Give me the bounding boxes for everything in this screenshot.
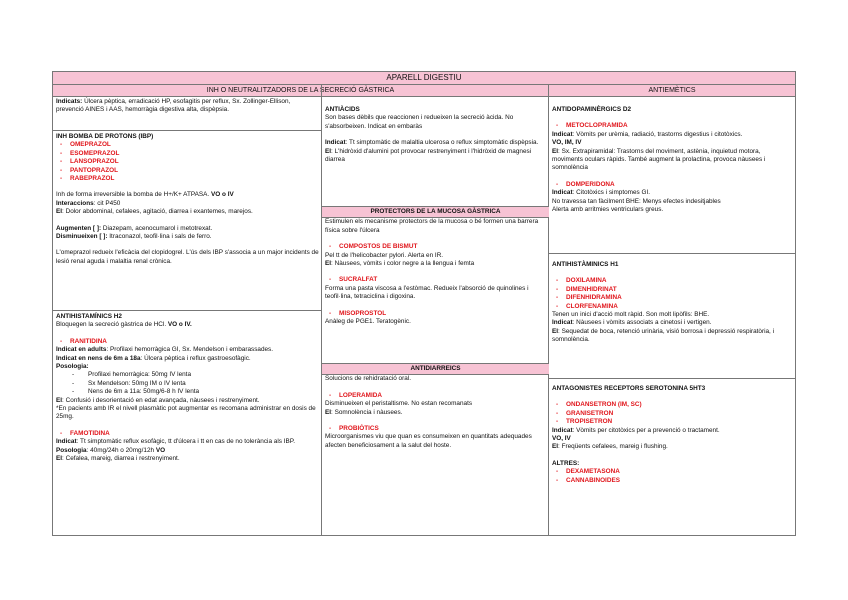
loperamida-ei bbox=[325, 409, 546, 417]
omeprazol-note: L'omeprazol redueix l'eficàcia del clopidogrel. L'ús dels IBP s'associa a un major incidents de lesió renal aguda i malaltia renal crònica. bbox=[56, 249, 319, 265]
domp-indication bbox=[552, 189, 792, 197]
text: : 40mg/24h o 20mg/12h bbox=[86, 446, 155, 454]
document-table bbox=[52, 71, 796, 536]
probiotics-text: Microorganismes viu que quan es consumeixen en quantitats adequades afecten beneficiosament a la salut del hoste. bbox=[325, 433, 532, 449]
5ht3-title: ANTAGONISTES RECEPTORS SEROTONINA 5HT3 bbox=[552, 385, 706, 392]
label: EI bbox=[56, 208, 63, 216]
label: Indicat bbox=[552, 130, 573, 138]
5ht3-ei bbox=[552, 443, 792, 451]
drug-item-bismut: - COMPOSTOS DE BISMUT bbox=[325, 243, 546, 251]
label: Indicat en adults bbox=[56, 346, 107, 354]
rani-adults bbox=[56, 346, 319, 354]
d2-section bbox=[552, 106, 792, 214]
text: : Nàusees i vòmits associats a cinetosi i vertigen. bbox=[572, 319, 712, 327]
text: : Nàusees, vòmits i color negre a la llengua i femta bbox=[331, 260, 475, 268]
header-gastric-secretion: INH O NEUTRALITZADORS DE LA SECRECIÓ GÀSTRICA bbox=[53, 85, 548, 97]
h1-title: ANTIHISTÀMINICS H1 bbox=[552, 261, 619, 268]
protectors-text: Estimulen els mecanisme protectors de la mucosa o bé formen una barrera física sobre l'úlcera bbox=[325, 218, 539, 234]
bismut-ei bbox=[325, 260, 546, 268]
antiacids-title: ANTIÀCIDS bbox=[325, 106, 360, 113]
text: : Tt simptomàtic reflux esofàgic, tt d'úlcera i tt en cas de no tolerància als IBP. bbox=[76, 438, 295, 446]
divider-row bbox=[548, 378, 795, 379]
text: : L'hidròxid d'alumini pot provocar restrenyiment i l'hidròxid de magnesi diarrea bbox=[325, 147, 532, 164]
label: Indicat bbox=[552, 189, 573, 197]
ibp-augment bbox=[56, 225, 319, 233]
drug-item: - TROPISETRON bbox=[552, 418, 792, 426]
text: : Confusió i desorientació en edat avançada, nàusees i restrenyiment. bbox=[62, 396, 260, 404]
label: EI bbox=[325, 260, 332, 268]
drug-item: - RABEPRAZOL bbox=[56, 175, 319, 183]
drug-item-misoprostol: - MISOPROSTOL bbox=[325, 310, 546, 318]
famo-ei bbox=[56, 455, 319, 463]
antidiarrheal-text: Solucions de rehidratació oral. bbox=[325, 375, 411, 383]
domp-bhe: No travessa tan fàcilment BHE: Menys efectes indesitjables bbox=[552, 197, 721, 205]
label: EI bbox=[552, 147, 559, 155]
text: : Tt simptomàtic de malaltia ulcerosa o reflux simptomàtic dispèpsia. bbox=[345, 139, 539, 147]
5ht3-indication bbox=[552, 427, 792, 435]
ibp-mechanism bbox=[56, 191, 319, 199]
text: Bloquegen la secreció gàstrica de HCl. bbox=[56, 321, 167, 329]
divider-col2 bbox=[548, 85, 549, 535]
h1-text: Tenen un inici d'acció molt ràpid. Son molt lipòfils: BHE. bbox=[552, 311, 710, 319]
route: VO bbox=[155, 446, 166, 454]
drug-item-probiotics: - PROBIÒTICS bbox=[325, 425, 546, 433]
drug-item: - DEXAMETASONA bbox=[552, 468, 792, 476]
famo-indication bbox=[56, 438, 319, 446]
h2-title: ANTIHISTAMÍNICS H2 bbox=[56, 313, 122, 320]
ibp-title: INH BOMBA DE PROTONS (IBP) bbox=[56, 133, 154, 140]
text: : Profilaxi hemorràgica GI, Sx. Mendelson i embarassades. bbox=[106, 346, 274, 354]
text: : Cefalea, mareig, diarrea i restrenyiment. bbox=[62, 455, 180, 463]
antiacids-ei bbox=[325, 148, 545, 165]
poso-item: - Profilaxi hemorràgica: 50mg IV lenta bbox=[56, 371, 319, 379]
5ht3-section bbox=[552, 385, 792, 485]
meto-ei bbox=[552, 148, 792, 173]
text: : Dolor abdominal, cefalees, agitació, diarrea i exantemes, marejos. bbox=[62, 208, 253, 216]
label: EI bbox=[325, 408, 332, 416]
text: : Sx. Extrapiramidal: Trastorns del moviment, astènia, inquietud motora, moviments oculars ràpids. També augment la prolactina, provoca nàusees i somnolència bbox=[552, 147, 766, 172]
header-antiemetics: ANTIEMÈTICS bbox=[549, 85, 795, 97]
text: : cit P450 bbox=[93, 199, 121, 207]
altres-title: ALTRES: bbox=[552, 459, 580, 467]
text: Itraconazol, teofil·lina i sals de ferro. bbox=[109, 233, 212, 241]
drug-item: - DOXILAMINA bbox=[552, 277, 792, 285]
meto-indication bbox=[552, 131, 792, 139]
label: Indicats: bbox=[56, 98, 83, 105]
label: Indicat bbox=[552, 426, 573, 434]
drug-item: - ONDANSETRON (IM, SC) bbox=[552, 401, 792, 409]
h1-ei bbox=[552, 328, 792, 345]
drug-item: - GRANISETRON bbox=[552, 410, 792, 418]
label: EI bbox=[552, 443, 559, 451]
drug-item: - PANTOPRAZOL bbox=[56, 167, 319, 175]
drug-item: - ESOMEPRAZOL bbox=[56, 150, 319, 158]
misoprostol-text: Anàleg de PGE1. Teratogènic. bbox=[325, 318, 411, 326]
text: Úlcera pèptica, erradicació HP, esofagitis per reflux, Sx. Zollinger-Ellison, prevenció AINES i AAS, hemorràgia digestiva alta, dispèpsia. bbox=[56, 98, 291, 114]
drug-item: - CLORFENAMINA bbox=[552, 303, 792, 311]
route: VO o IV. bbox=[167, 321, 192, 329]
sucralfat-text: Forma una pasta viscosa a l'estòmac. Redueix l'absorció de quinolines i teofil·lina, tetraciclina i digoxina. bbox=[325, 284, 529, 301]
text: : Vòmits per citotòxics per a prevenció o tractament. bbox=[572, 426, 720, 434]
meto-route: VO, IM, IV bbox=[552, 139, 582, 147]
h2-mechanism bbox=[56, 321, 319, 329]
5ht3-route: VO, IV bbox=[552, 435, 571, 443]
antidiarrheal-title: ANTIDIARREICS bbox=[322, 363, 549, 375]
d2-title: ANTIDOPAMINÈRGICS D2 bbox=[552, 106, 632, 113]
drug-item: - DIFENHIDRAMINA bbox=[552, 294, 792, 302]
poso-item: - Sx Mendelson: 50mg IM o IV lenta bbox=[56, 380, 319, 388]
label: Indicat bbox=[56, 438, 77, 446]
text: : Citotòxics i simptomes GI. bbox=[572, 189, 651, 197]
antiacids-indication bbox=[325, 139, 545, 147]
drug-item-domperidona: - DOMPERIDONA bbox=[552, 181, 792, 189]
drug-item-sucralfat: - SUCRALFAT bbox=[325, 276, 546, 284]
poso-label: Posologia: bbox=[56, 363, 89, 371]
label: Indicat bbox=[552, 319, 573, 327]
label: Posologia bbox=[56, 446, 87, 454]
label: Augmenten [ ]: bbox=[56, 224, 102, 232]
label: Indicat en nens de 6m a 18a bbox=[56, 354, 141, 362]
text: : Sequedat de boca, retenció urinària, visió borrosa i depressió respiratòria, i somnolència. bbox=[552, 327, 775, 344]
text: : Somnolència i nàusees. bbox=[331, 408, 403, 416]
protectors-section bbox=[325, 206, 546, 326]
label: EI bbox=[325, 147, 332, 155]
antiacids-section bbox=[325, 106, 545, 164]
h2-section bbox=[56, 313, 319, 464]
ibp-interactions bbox=[56, 200, 319, 208]
ibp-section bbox=[56, 133, 319, 266]
ibp-decrease bbox=[56, 233, 319, 241]
famo-posology bbox=[56, 447, 319, 455]
text: : Freqüents cefalees, mareig i flushing. bbox=[558, 443, 668, 451]
drug-item: - OMEPRAZOL bbox=[56, 141, 319, 149]
route: VO o IV bbox=[211, 191, 234, 199]
label: Interaccions bbox=[56, 199, 94, 207]
drug-item-famotidina: - FAMOTIDINA bbox=[56, 430, 319, 438]
drug-item: - CANNABINOIDES bbox=[552, 477, 792, 485]
label: EI bbox=[56, 396, 63, 404]
label: EI bbox=[552, 327, 559, 335]
indicats-paragraph bbox=[56, 98, 319, 115]
text: : Vòmits per urèmia, radiació, trastorns digestius i citotòxics. bbox=[572, 130, 743, 138]
drug-item-loperamida: - LOPERAMIDA bbox=[325, 392, 546, 400]
divider-row bbox=[53, 130, 321, 131]
label: Posologia bbox=[56, 363, 87, 371]
document-title: APARELL DIGESTIU bbox=[53, 72, 795, 85]
column-left bbox=[56, 98, 319, 115]
text: Diazepam, acenocumarol i metotrexat. bbox=[102, 224, 213, 232]
domp-alert: Alerta amb arritmies ventriculars greus. bbox=[552, 206, 664, 214]
label: Disminueixen [ ]: bbox=[56, 233, 108, 241]
h1-section bbox=[552, 261, 792, 345]
rani-ei bbox=[56, 397, 319, 405]
antidiarrheal-section bbox=[325, 363, 546, 450]
bismut-text: Pel tt de l'helicobacter pylori. Alerta en IR. bbox=[325, 251, 444, 259]
ibp-ei bbox=[56, 208, 319, 216]
antiacids-text: Son bases dèbils que reaccionen i redueixen la secreció àcida. No s'absorbeixen. Indicat en embaràs bbox=[325, 114, 514, 130]
text: Inh de forma irreversible la bomba de H+/K+ ATPASA. bbox=[56, 191, 210, 199]
rani-kids bbox=[56, 355, 319, 363]
drug-item: - LANSOPRAZOL bbox=[56, 158, 319, 166]
divider-row bbox=[53, 310, 321, 311]
h1-indication bbox=[552, 319, 792, 327]
protectors-title: PROTECTORS DE LA MUCOSA GÀSTRICA bbox=[322, 206, 549, 218]
poso-item: - Nens de 6m a 11a: 50mg/6-8 h IV lenta bbox=[56, 388, 319, 396]
divider-col1 bbox=[321, 85, 322, 535]
label: Indicat bbox=[325, 139, 346, 147]
drug-item: - DIMENHIDRINAT bbox=[552, 286, 792, 294]
divider-row bbox=[548, 253, 795, 254]
rani-note: *En pacients amb IR el nivell plasmàtic pot augmentar es recomana administrar en dosis de 25mg. bbox=[56, 405, 316, 421]
label: EI bbox=[56, 455, 63, 463]
drug-item-metoclopramida: - METOCLOPRAMIDA bbox=[552, 122, 792, 130]
text: : Úlcera pèptica i reflux gastroesofàgic. bbox=[140, 354, 251, 362]
drug-item-ranitidina: - RANITIDINA bbox=[56, 338, 319, 346]
loperamida-text: Disminueixen el peristaltisme. No estan recomanats bbox=[325, 400, 473, 408]
